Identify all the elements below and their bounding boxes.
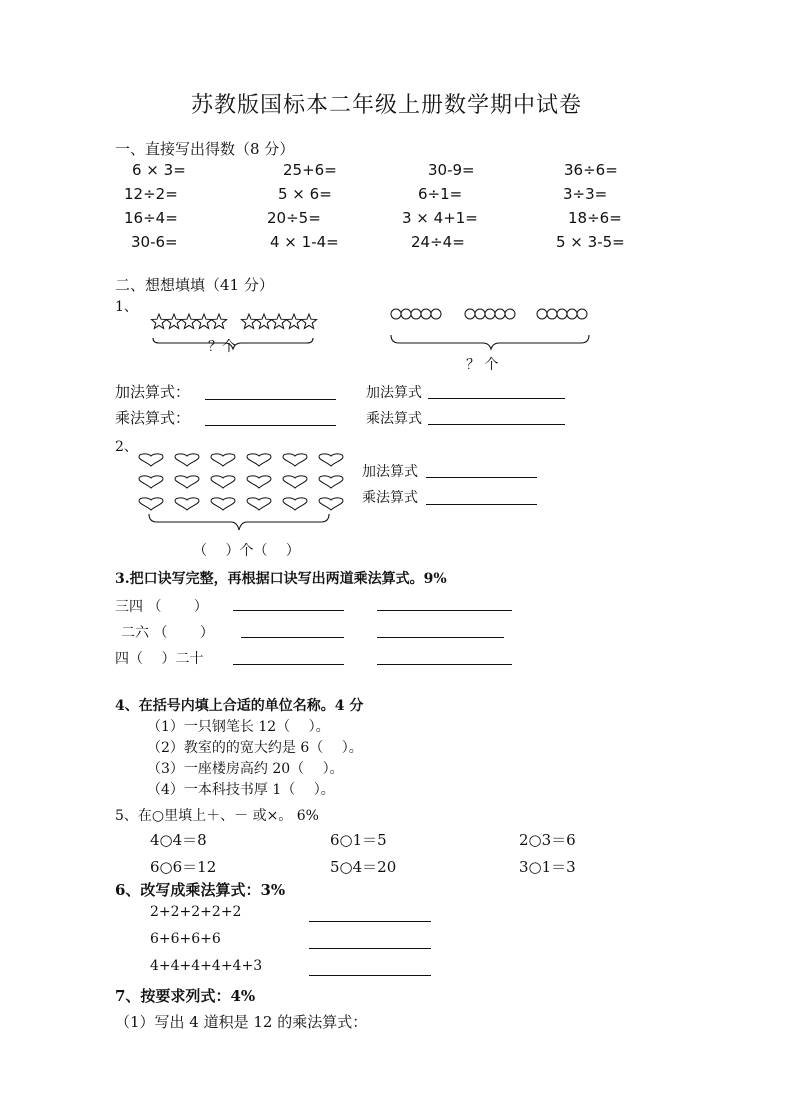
heart-icon (319, 498, 343, 510)
operator-item: 6○1＝5 (330, 831, 387, 849)
heart-icon (319, 454, 343, 466)
section-2-heading: 二、想想填填（41 分） (115, 276, 274, 294)
star-icon (256, 314, 271, 329)
question-number: 2、 (115, 439, 138, 455)
calc-item: 18÷6= (568, 209, 622, 227)
unit-item: （1）一只钢笔长 12（ ）。 (147, 719, 330, 735)
heart-icon (211, 454, 235, 466)
question-number: 1、 (115, 299, 138, 315)
heart-icon (175, 498, 199, 510)
star-icon (286, 314, 301, 329)
circle-icon (411, 309, 421, 319)
heart-icon (139, 498, 163, 510)
calc-item: 36÷6= (564, 161, 618, 179)
calc-item: 12÷2= (124, 185, 178, 203)
add-formula-label-2: 加法算式 (362, 464, 418, 480)
section-6-heading: 6、改写成乘法算式：3% (115, 881, 286, 899)
answer-line[interactable] (377, 664, 512, 665)
star-icon (301, 314, 316, 329)
heart-icon (283, 476, 307, 488)
heart-icon (247, 454, 271, 466)
circle-icon (421, 309, 431, 319)
rhyme-row: 三四 （ ） (115, 599, 208, 615)
calc-item: 16÷4= (124, 209, 178, 227)
answer-line[interactable] (428, 424, 565, 425)
calc-item: 24÷4= (411, 233, 465, 251)
section-7-heading: 7、按要求列式：4% (115, 987, 256, 1005)
star-icon (166, 314, 181, 329)
circles-figure (385, 305, 610, 355)
mul-formula-label-2: 乘法算式 (362, 490, 418, 506)
calc-item: 6 × 3= (132, 161, 186, 179)
calc-item: 5 × 3-5= (556, 233, 625, 251)
mul-formula-label: 乘法算式： (115, 409, 191, 427)
addition-item: 2+2+2+2+2 (150, 904, 242, 920)
calc-item: 30-6= (131, 233, 178, 251)
operator-item: 2○3＝6 (519, 831, 576, 849)
answer-line[interactable] (428, 398, 565, 399)
star-icon (181, 314, 196, 329)
answer-line[interactable] (377, 637, 504, 638)
calc-item: 20÷5= (267, 209, 321, 227)
circle-icon (485, 309, 495, 319)
brace-icon (391, 335, 589, 349)
addition-item: 6+6+6+6 (150, 931, 221, 947)
brace-icon (149, 514, 329, 530)
heart-icon (283, 498, 307, 510)
stars-count-label: ？个 (208, 339, 236, 355)
operator-item: 5○4＝20 (330, 858, 397, 876)
answer-line[interactable] (426, 504, 537, 505)
heart-icon (247, 498, 271, 510)
heart-icon (247, 476, 271, 488)
answer-line[interactable] (205, 425, 336, 426)
section-5-heading: 5、在○里填上＋、－ 或×。 6% (115, 808, 319, 824)
mul-formula-label-right: 乘法算式 (366, 411, 422, 427)
answer-line[interactable] (309, 948, 431, 949)
heart-icon (139, 454, 163, 466)
answer-line[interactable] (309, 975, 431, 976)
star-icon (241, 314, 256, 329)
star-icon (196, 314, 211, 329)
circle-icon (465, 309, 475, 319)
circle-icon (567, 309, 577, 319)
star-icon (271, 314, 286, 329)
heart-icon (319, 476, 343, 488)
star-icon (211, 314, 226, 329)
calc-item: 4 × 1-4= (270, 233, 339, 251)
add-formula-label: 加法算式： (115, 383, 191, 401)
circle-icon (475, 309, 485, 319)
calc-item: 3÷3= (563, 185, 608, 203)
answer-line[interactable] (233, 610, 344, 611)
calc-item: 30-9= (428, 161, 475, 179)
rhyme-row: 四（ ）二十 (115, 651, 204, 667)
calc-item: 3 × 4+1= (402, 209, 478, 227)
circle-icon (557, 309, 567, 319)
heart-icon (283, 454, 307, 466)
answer-line[interactable] (309, 921, 431, 922)
heart-icon (175, 476, 199, 488)
heart-icon (175, 454, 199, 466)
star-icon (151, 314, 166, 329)
answer-line[interactable] (426, 477, 537, 478)
unit-item: （2）教室的的宽大约是 6（ ）。 (147, 740, 363, 756)
operator-item: 3○1＝3 (519, 858, 576, 876)
page-title: 苏教版国标本二年级上册数学期中试卷 (191, 93, 583, 118)
calc-item: 25+6= (283, 161, 337, 179)
answer-line[interactable] (205, 399, 336, 400)
circles-count-label: ？ 个 (466, 357, 499, 373)
heart-icon (211, 498, 235, 510)
operator-item: 6○6＝12 (150, 858, 217, 876)
section-3-heading: 3.把口诀写完整，再根据口诀写出两道乘法算式。9% (115, 571, 447, 587)
circle-icon (495, 309, 505, 319)
unit-item: （3）一座楼房高约 20（ ）。 (147, 761, 344, 777)
answer-line[interactable] (377, 610, 512, 611)
answer-line[interactable] (241, 637, 344, 638)
operator-item: 4○4＝8 (150, 831, 207, 849)
calc-item: 6÷1= (418, 185, 463, 203)
section-1-heading: 一、直接写出得数（8 分） (115, 140, 295, 158)
circle-icon (505, 309, 515, 319)
answer-line[interactable] (233, 664, 344, 665)
circle-icon (537, 309, 547, 319)
circle-icon (431, 309, 441, 319)
circle-icon (547, 309, 557, 319)
unit-item: （4）一本科技书厚 1（ ）。 (147, 782, 335, 798)
hearts-count-label: （ ）个（ ） (193, 543, 300, 559)
calc-item: 5 × 6= (278, 185, 332, 203)
circle-icon (401, 309, 411, 319)
section-7-sub1: （1）写出 4 道积是 12 的乘法算式： (115, 1013, 368, 1031)
section-4-heading: 4、在括号内填上合适的单位名称。4 分 (115, 698, 364, 714)
rhyme-row: 二六 （ ） (121, 625, 214, 641)
heart-icon (211, 476, 235, 488)
add-formula-label-right: 加法算式 (366, 385, 422, 401)
circle-icon (577, 309, 587, 319)
heart-icon (139, 476, 163, 488)
addition-item: 4+4+4+4+4+3 (150, 958, 263, 974)
circle-icon (391, 309, 401, 319)
hearts-figure (135, 448, 345, 540)
